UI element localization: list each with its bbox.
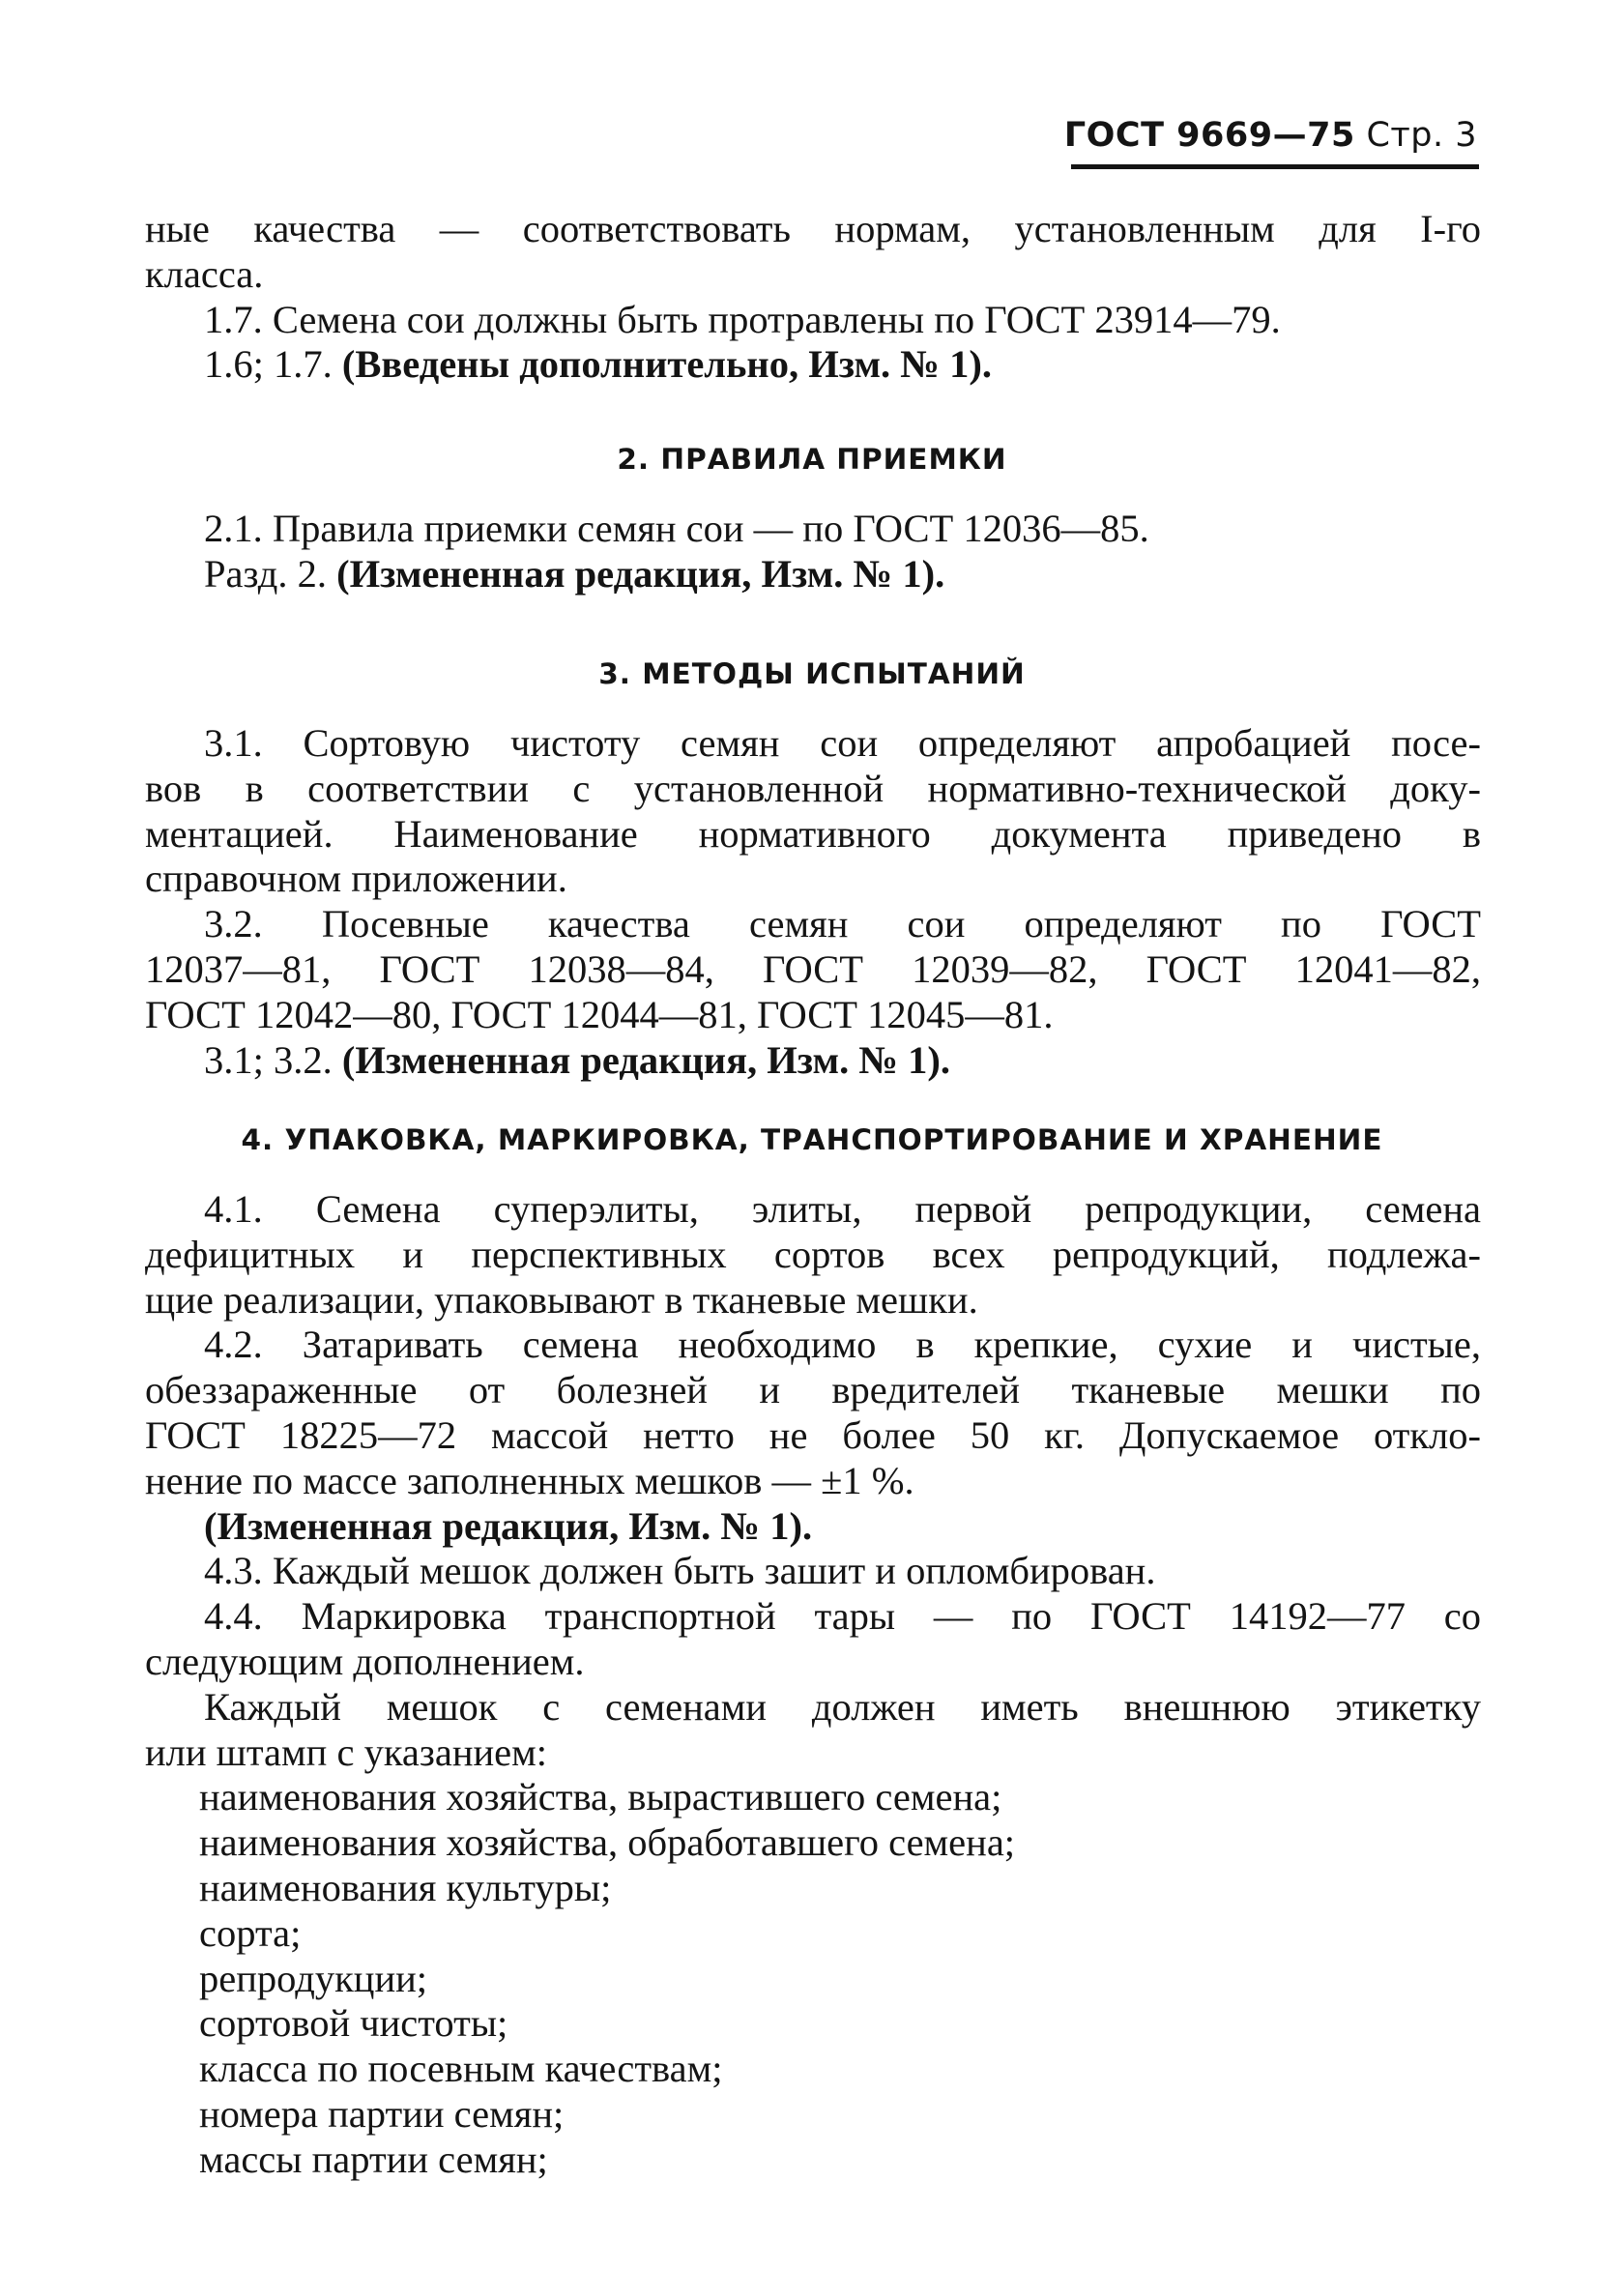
text-line: обеззараженные от болезней и вредителей тканевые мешки по bbox=[145, 1368, 1481, 1412]
text-line: 4.1. Семена суперэлиты, элиты, первой репродукции, семена bbox=[204, 1187, 1481, 1231]
list-item: класса по посевным качествам; bbox=[199, 2047, 723, 2091]
list-item: номера партии семян; bbox=[199, 2091, 565, 2136]
text-line: Каждый мешок с семенами должен иметь внешнюю этикетку bbox=[204, 1684, 1481, 1729]
block-1 bbox=[145, 207, 1481, 388]
text-line: 12037—81, ГОСТ 12038—84, ГОСТ 12039—82, ГОСТ 12041—82, bbox=[145, 946, 1481, 991]
text-line: нение по массе заполненных мешков — ±1 %. bbox=[145, 1458, 914, 1502]
page-header bbox=[1064, 116, 1477, 155]
text-line: класса. bbox=[145, 251, 264, 296]
section-4-body bbox=[145, 1187, 1481, 2183]
text-line: вов в соответствии с установленной нормативно-технической доку- bbox=[145, 766, 1481, 810]
amendment-note: 1.6; 1.7. (Введены дополнительно, Изм. № 1). bbox=[204, 342, 992, 387]
page-number: Стр. 3 bbox=[1366, 116, 1477, 155]
amendment-note: 3.1; 3.2. (Измененная редакция, Изм. № 1). bbox=[204, 1037, 951, 1082]
list-item: наименования хозяйства, вырастившего семена; bbox=[199, 1775, 1002, 1819]
text-line: 4.2. Затаривать семена необходимо в крепкие, сухие и чистые, bbox=[204, 1323, 1481, 1367]
text-line: справочном приложении. bbox=[145, 857, 567, 901]
list-item: наименования хозяйства, обработавшего семена; bbox=[199, 1820, 1016, 1865]
section-4-title: 4. УПАКОВКА, МАРКИРОВКА, ТРАНСПОРТИРОВАНИЕ И ХРАНЕНИЕ bbox=[241, 1123, 1383, 1156]
amendment-note: (Измененная редакция, Изм. № 1). bbox=[204, 1503, 813, 1548]
text-line: или штамп с указанием: bbox=[145, 1730, 548, 1774]
section-3-body bbox=[145, 721, 1481, 1083]
text-line: щие реализации, упаковывают в тканевые мешки. bbox=[145, 1277, 978, 1322]
text-line: 4.3. Каждый мешок должен быть зашит и опломбирован. bbox=[204, 1549, 1156, 1593]
text-line: ные качества — соответствовать нормам, установленным для I-го bbox=[145, 207, 1481, 250]
amendment-note: Разд. 2. (Измененная редакция, Изм. № 1). bbox=[204, 551, 945, 596]
text-line: дефицитных и перспективных сортов всех репродукций, подлежа- bbox=[145, 1232, 1481, 1276]
text-line: ГОСТ 18225—72 массой нетто не более 50 кг. Допускаемое откло- bbox=[145, 1412, 1481, 1457]
text-line: 3.1. Сортовую чистоту семян сои определяют апробацией посе- bbox=[204, 721, 1481, 765]
text-line: следующим дополнением. bbox=[145, 1639, 585, 1683]
header-rule bbox=[1071, 164, 1479, 169]
list-item: наименования культуры; bbox=[199, 1865, 612, 1909]
section-2-title: 2. ПРАВИЛА ПРИЕМКИ bbox=[617, 443, 1007, 476]
list-item: массы партии семян; bbox=[199, 2137, 548, 2181]
list-item: сорта; bbox=[199, 1910, 302, 1955]
text-line: ментацией. Наименование нормативного документа приведено в bbox=[145, 811, 1481, 856]
text-line: 2.1. Правила приемки семян сои — по ГОСТ 12036—85. bbox=[204, 507, 1149, 550]
text-line: 3.2. Посевные качества семян сои определяют по ГОСТ bbox=[204, 902, 1481, 946]
section-2-body bbox=[145, 507, 1481, 597]
text-line: 4.4. Маркировка транспортной тары — по ГОСТ 14192—77 со bbox=[204, 1594, 1481, 1639]
standard-number: ГОСТ 9669—75 bbox=[1063, 116, 1355, 155]
text-line: ГОСТ 12042—80, ГОСТ 12044—81, ГОСТ 12045—81. bbox=[145, 992, 1054, 1036]
list-item: сортовой чистоты; bbox=[199, 2001, 508, 2046]
list-item: репродукции; bbox=[199, 1956, 428, 2000]
section-3-title: 3. МЕТОДЫ ИСПЫТАНИЙ bbox=[598, 657, 1026, 690]
text-line: 1.7. Семена сои должны быть протравлены по ГОСТ 23914—79. bbox=[204, 297, 1281, 341]
